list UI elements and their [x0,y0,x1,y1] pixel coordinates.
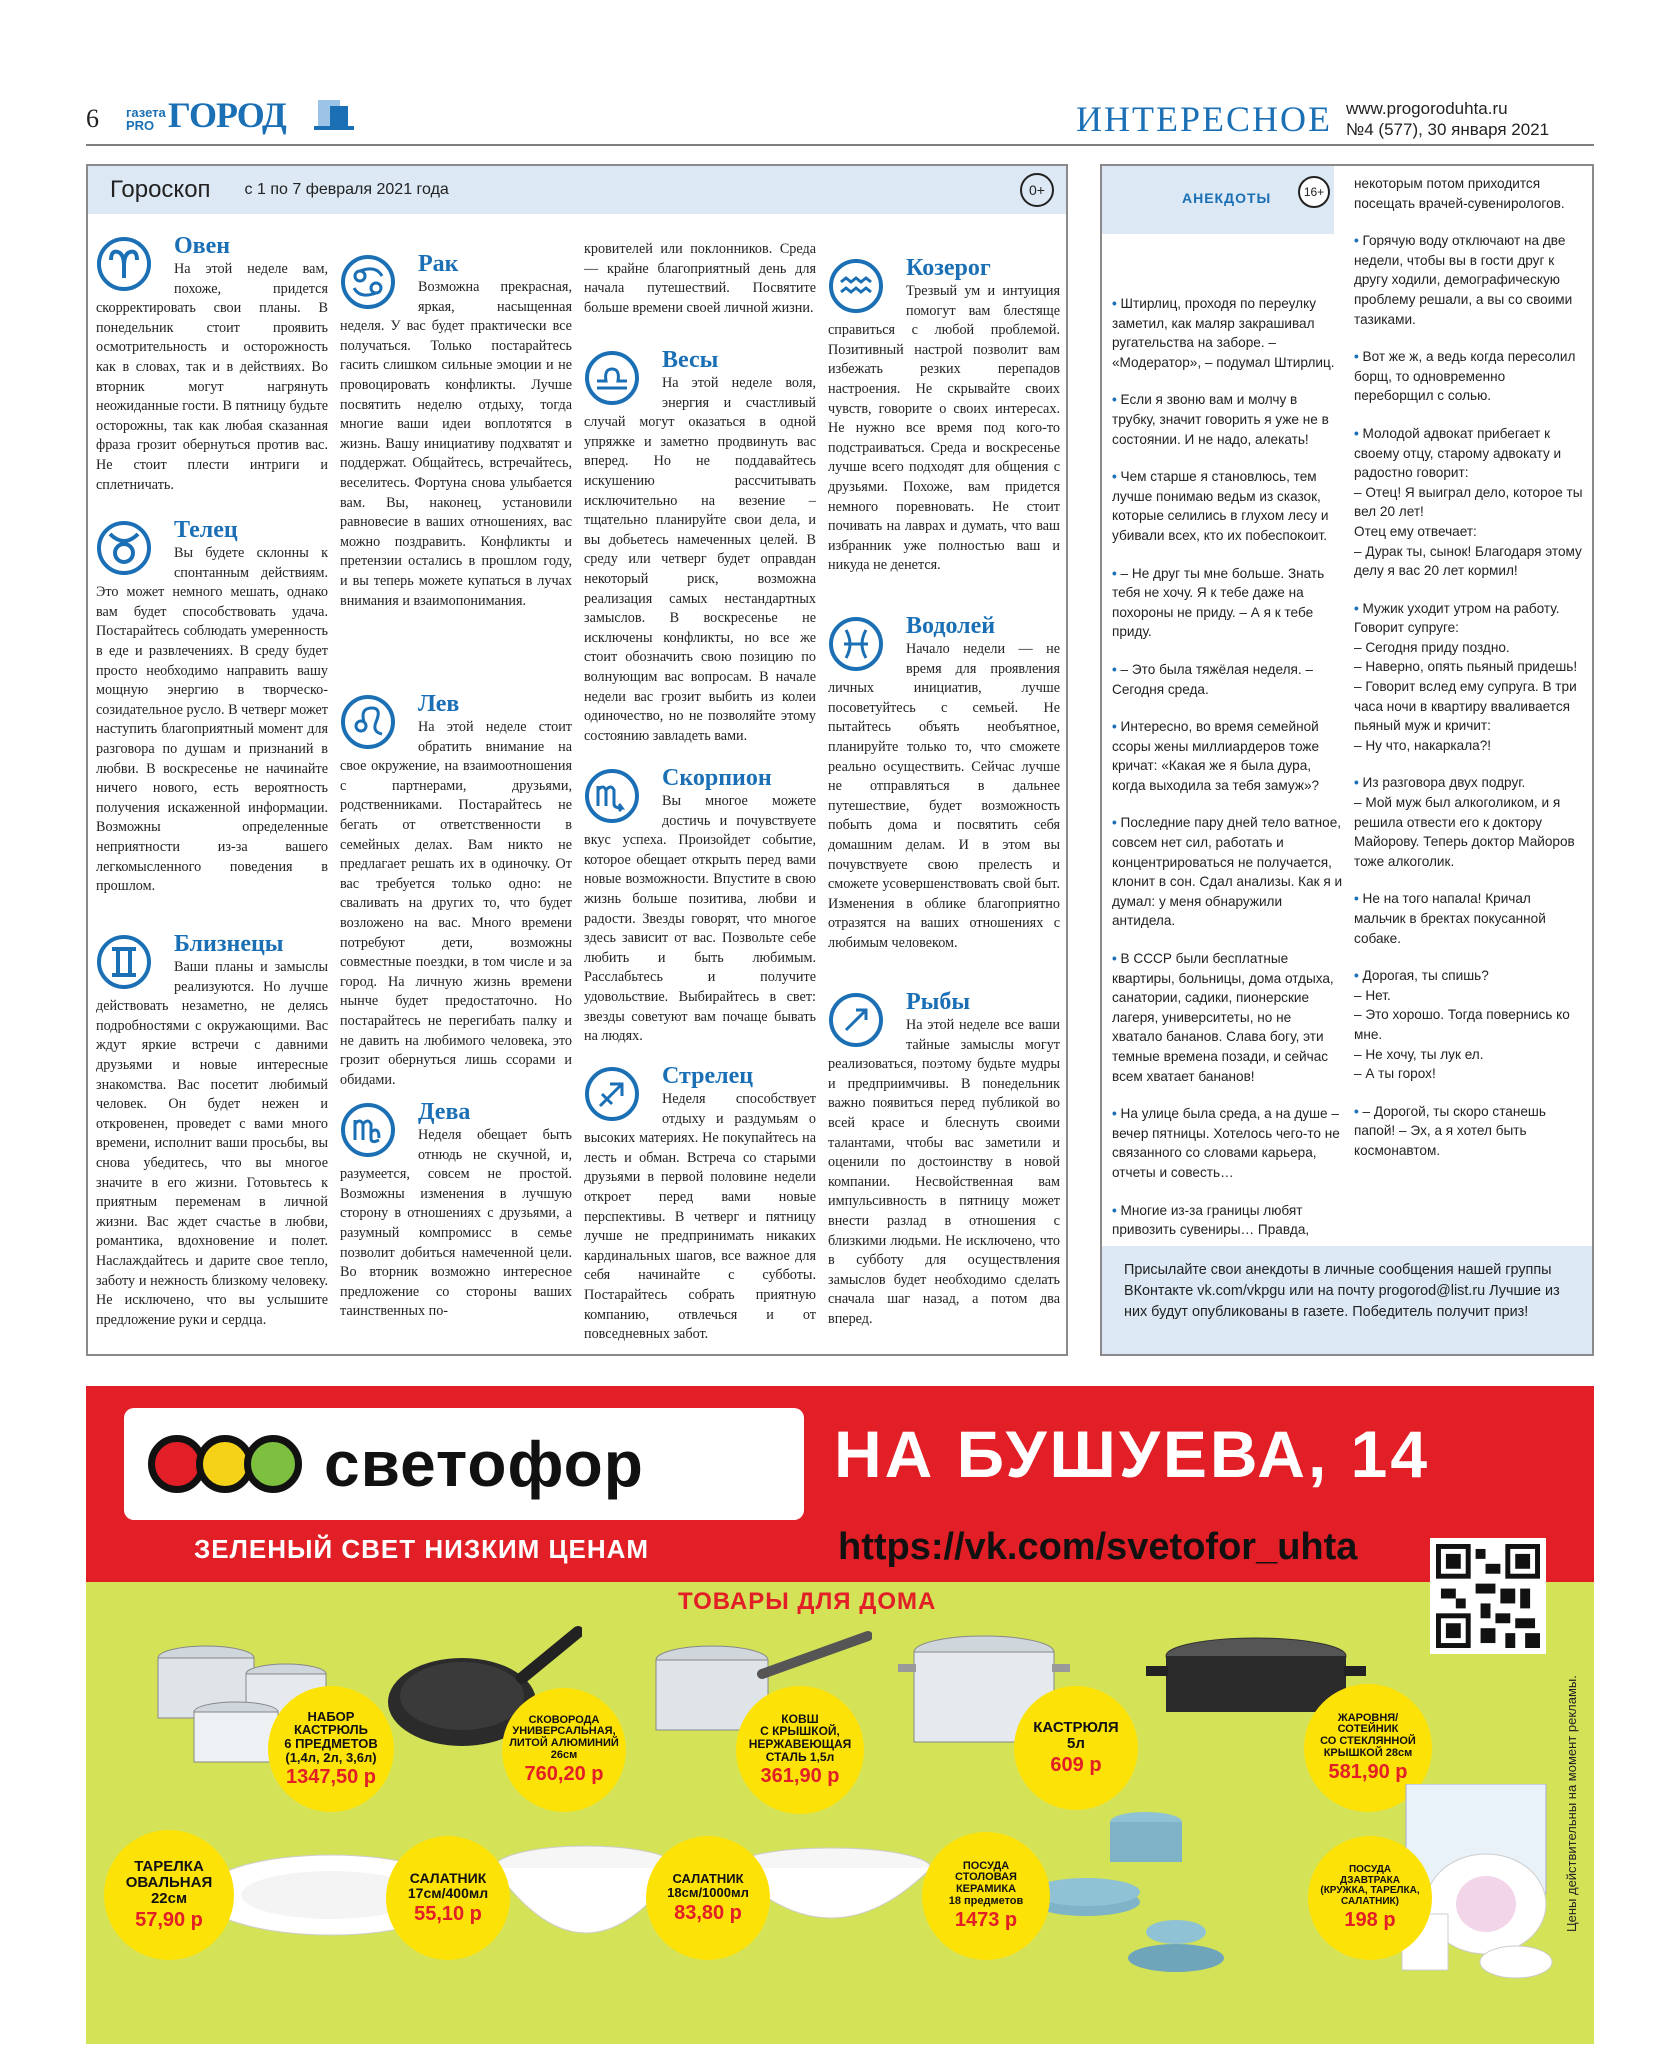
traffic-light-green-icon [244,1435,302,1493]
virgo-continuation: кровителей или поклонников. Среда — крайне благоприятный день для начала путешествий. Посвятите больше времени своей личной жизни. [584,241,816,316]
sign-text: На этой неделе воля, энергия и счастливый случай могут оказаться в одной упряжке и заметно продвинуть вас вперед. Но не поддавайтесь искушению рассчитывать исключительно на везение – тщательно планируйте свои дела, и вы добьетесь намеченных целей. В среду или четверг будет оправдан некоторый риск, возможна реализация самых нестандартных замыслов. В воскресенье не исключены конфликты, но все же стоит обозначить свою позицию по волнующим вас вопросам. В начале недели вас грозит выбить из колеи одиночество, но не позволяйте этому состоянию завладеть вами. [584,375,816,744]
price-badge: КОВШ С КРЫШКОЙ, НЕРЖАВЕЮЩАЯ СТАЛЬ 1,5л 361,90 р [736,1686,864,1814]
sign-name: Близнецы [174,931,284,957]
joke: • Молодой адвокат прибегает к своему отцу, старому адвокату и радостно говорит: – Отец! Я выиграл дело, которое ты вел 20 лет! Отец ему отвечает: – Дурак ты, сынок! Благодаря этому делу я вас 20 лет кормил! [1354,425,1583,579]
sign-text: Возможна прекрасная, яркая, насыщенная неделя. У вас будет практически все получаться. Только постарайтесь гасить слишком сильные эмоции и не провоцировать конфликты. Лучше посвятить неделю отдыху, тогда многие ваши идеи воплотятся в жизнь. Вашу инициативу подхватят и поддержат. Общайтесь, встречайтесь, веселитесь. Фортуна снова улыбается вам. Вы, наконец, установили равновесие в ваших отношениях, вас можно поздравить. Конфликты и претензии остались в прошлом году, и вы теперь можете купаться в лучах внимания и взаимопонимания. [340,279,572,609]
sign-virgo [340,1100,572,1322]
sign-aries [96,234,328,495]
jokes-column-1 [1112,294,1344,1258]
horoscope-title: Гороскоп [110,176,211,203]
sign-text: Неделя обещает быть отнюдь не скучной, и, разумеется, совсем не простой. Возможны изменения в лучшую сторону в отношениях с друзьями, а разумный компромисс в семье позволит добиться намеченной цели. Во вторник возможно интересное предложение со стороны ваших таинственных по- [340,1127,572,1320]
sign-name: Рак [418,251,459,277]
jokes-footer: Присылайте свои анекдоты в личные сообщения нашей группы ВКонтакте vk.com/vkpgu или на почту progorod@list.ru Лучшие из них будут опубликованы в газете. Победитель получит приз! [1102,1246,1592,1354]
joke: • Вот же ж, а ведь когда пересолил борщ, то одновременно переборщил с солью. [1354,349,1576,404]
sign-capricorn [828,256,1060,576]
age-rating-badge: 0+ [1020,173,1054,207]
sign-text: На этой неделе все ваши тайные замыслы могут реализоваться, поэтому будьте мудры и предприимчивы. В понедельник важно появиться перед публикой во всей красе и блеснуть своими талантами, чтобы вас заметили и оценили по достоинству в новой компании. Несвойственная вам импульсивность в пятницу может внести разлад в отношения с близкими людьми. Не исключено, что в субботу для осуществления замыслов будет необходимо сделать сначала шаг назад, а потом два вперед. [828,1017,1060,1327]
joke: • Дорогая, ты спишь? – Нет. – Это хорошо. Тогда повернись ко мне. – Не хочу, ты лук ел. – А ты горох! [1354,968,1570,1082]
price-badge: ТАРЕЛКА ОВАЛЬНАЯ 22см 57,90 р [104,1830,234,1960]
sign-taurus [96,518,328,897]
qr-code-icon[interactable] [1430,1538,1546,1654]
sign-scorpio [584,766,816,1047]
dinnerware-set-image [1026,1782,1226,1982]
joke: • Чем старше я становлюсь, тем лучше понимаю ведьм из сказок, которые селились в глухом лесу и убивали всех, кто их побеспокоит. [1112,469,1329,543]
horoscope-period: с 1 по 7 февраля 2021 года [244,181,449,198]
sign-text: На этой неделе стоит обратить внимание на свое окружение, на взаимоотношения с партнерами, друзьями, родственниками. Постарайтесь не бегать от ответственности в семейных делах. Вам никто не предлагает решать их в одиночку. От вас требуется только одно: не сваливать на других то, что будет возложено на вас. Много времени потребуют дети, возможны совместные поездки, в том числе и за город. На личную жизнь времени нынче будет предостаточно. Но постарайтесь не перегибать палку и не давить на любимого человека, это грозит обернуться лишь ссорами и обидами. [340,719,572,1088]
cancer-icon [340,254,410,310]
sign-text: Неделя способствует отдыху и раздумьям о высоких материях. Не покупайтесь на лесть и обман. Встреча со старыми друзьями в первой половине недели откроет перед вами новые перспективы. В четверг и пятницу лучше не предпринимать никаких кардинальных шагов, все важное для себя начинайте с субботы. Постарайтесь собрать приятную компанию, отвлечься и от повседневных забот. [584,1091,816,1343]
joke: • Многие из-за границы любят привозить сувениры… Правда, [1112,1202,1310,1238]
sign-name: Козерог [906,255,991,281]
aquarius-icon [828,616,898,672]
jokes-title: АНЕКДОТЫ [1182,190,1272,206]
price-badge: ПОСУДА СТОЛОВАЯ КЕРАМИКА 18 предметов 1473 р [922,1832,1050,1960]
ad-url[interactable]: https://vk.com/svetofor_uhta [838,1526,1358,1568]
scorpio-icon [584,768,654,824]
price-badge: НАБОР КАСТРЮЛЬ 6 ПРЕДМЕТОВ (1,4л, 2л, 3,6л) 1347,50 р [268,1686,394,1812]
price-badge: СКОВОРОДА УНИВЕРСАЛЬНАЯ, ЛИТОЙ АЛЮМИНИЙ 26см 760,20 р [502,1688,626,1812]
pisces-icon [828,992,898,1048]
sign-gemini [96,932,328,1330]
price-badge: ПОСУДА ДЗАВТРАКА (КРУЖКА, ТАРЕЛКА, САЛАТНИК) 198 р [1308,1836,1432,1960]
libra-icon [584,350,654,406]
sign-name: Скорпион [662,765,772,791]
newspaper-logo [126,95,286,135]
leo-icon [340,694,410,750]
header-rule [86,144,1594,146]
joke: • Если я звоню вам и молчу в трубку, значит говорить я уже не в состоянии. И не надо, алекать! [1112,392,1329,447]
brand-name: светофор [324,1428,644,1500]
joke: • Интересно, во время семейной ссоры жены миллиардеров тоже кричат: «Какая же я была дура, когда выходила за тебя замуж»? [1112,719,1320,793]
sign-text: Вы будете склонны к спонтанным действиям. Это может немного мешать, однако вам будет способствовать удача. Постарайтесь соблюдать умеренность в еде и развлечениях. В среду будет просто необходимо направить вашу мощную энергию в творческо-созидательное русло. В четверг может наступить благоприятный момент для разговора по душам и признаний в любви. В воскресенье не начинайте ничего нового, есть вероятность получения искаженной информации. Возможны определенные неприятности из-за вашего легкомысленного поведения в прошлом. [96,545,328,895]
city-emblem-icon [310,96,358,136]
taurus-icon [96,520,166,576]
sign-name: Стрелец [662,1063,754,1089]
goods-title: ТОВАРЫ ДЛЯ ДОМА [678,1588,937,1615]
virgo-icon [340,1102,410,1158]
sign-name: Овен [174,233,231,259]
logo-small-text: газета PRO [126,105,166,133]
price-badge: САЛАТНИК 18см/1000мл 83,80 р [646,1836,770,1960]
sign-sagittarius [584,1064,816,1345]
sign-text: Трезвый ум и интуиция помогут вам блестяще справиться с любой проблемой. Позитивный настрой позволит вам избежать резких перепадов настроения. Не скрывайте своих чувств, говорите о своих интересах. Не нужно все время под кого-то подстраиваться. Среда и воскресенье лучше всего подходят для общения с друзьями. Похоже, вам придется немного поревновать. Не стоит почивать на лаврах и думать, что ваш избранник уже полностью ваш и никуда не денется. [828,283,1060,574]
sign-pisces [828,990,1060,1330]
gemini-icon [96,934,166,990]
advertisement [86,1386,1594,2044]
age-rating-badge: 16+ [1298,176,1330,208]
price-badge: ЖАРОВНЯ/ СОТЕЙНИК СО СТЕКЛЯННОЙ КРЫШКОЙ 28см 581,90 р [1304,1684,1432,1812]
sign-leo [340,692,572,1090]
joke: • На улице была среда, а на душе – вечер пятницы. Хотелось чего-то не связанного со словами карьера, отчеты и совесть… [1112,1106,1340,1180]
joke: • Последние пару дней тело ватное, совсем нет сил, работать и концентрироваться не получается, клонит в сон. Сдал анализы. Как я и думал: у меня обнаружили антидела. [1112,815,1343,929]
horoscope-header [88,166,1066,214]
sign-aquarius [828,614,1060,954]
joke: • Штирлиц, проходя по переулку заметил, как маляр закрашивал ругательства на заборе. – «Модератор», – подумал Штирлиц. [1112,296,1335,370]
logo-big-text: ГОРОД [168,95,286,135]
capricorn-icon [828,258,898,314]
aries-icon [96,236,166,292]
joke: • – Не друг ты мне больше. Знать тебя не хочу. Я к тебе даже на похороны не приду. – А я к тебе приду. [1112,565,1325,640]
ad-slogan: ЗЕЛЕНЫЙ СВЕТ НИЗКИМ ЦЕНАМ [194,1534,650,1564]
joke: • Горячую воду отключают на две недели, чтобы вы в гости друг к другу ходили, демографическую проблему решали, а вы со своими тазиками. [1354,233,1573,327]
price-badge: КАСТРЮЛЯ 5л 609 р [1014,1686,1138,1810]
sign-cancer [340,252,572,611]
joke-continuation: некоторым потом приходится посещать врачей-сувенирологов. [1354,176,1565,211]
sagittarius-icon [584,1066,654,1122]
joke: • – Это была тяжёлая неделя. – Сегодня среда. [1112,661,1313,697]
issue-info [1346,98,1549,140]
sign-name: Телец [174,517,238,543]
page-number: 6 [86,104,99,133]
brand-logo [124,1408,804,1520]
sign-text: Ваши планы и замыслы реализуются. Но лучше действовать незаметно, не делясь подробностями с окружающими. Вас ждут яркие встречи с давними друзьями и новые интересные знакомства. Вас посетит любимый человек. Он будет нежен и откровенен, проведет с вами много времени, исполнит ваши просьбы, вы снова убедитесь, что вы многое значите в его жизни. Готовьтесь к приятным переменам в личной жизни. Вас ждет счастье в любви, романтика, вдохновение и полет. Наслаждайтесь и дарите свое тепло, заботу и нежность близкому человеку. Не исключено, что вы услышите предложение руки и сердца. [96,959,328,1328]
sign-libra [584,348,816,746]
sign-name: Рыбы [906,989,971,1015]
section-title: ИНТЕРЕСНОЕ [1076,99,1332,139]
sign-name: Водолей [906,613,996,639]
price-disclaimer: Цены действительны на момент рекламы. [1564,1675,1579,1932]
sign-name: Весы [662,347,719,373]
sign-text: Вы многое можете достичь и почувствуете вкус успеха. Произойдет событие, которое обещает открыть перед вами новые возможности. Впустите в свою жизнь больше позитива, любви и радости. Звезды говорят, что многое здесь зависит от вас. Позвольте себе любить и быть любимым. Расслабьтесь и получите удовольствие. Выбирайтесь в свет: звезды советуют вам почаще бывать на людях. [584,793,816,1045]
sign-name: Лев [418,691,460,717]
joke: • Не на того напала! Кричал мальчик в бректах покусанной собаке. [1354,891,1546,946]
sign-name: Дева [418,1099,471,1125]
joke: • Мужик уходит утром на работу. Говорит супруге: – Сегодня приду поздно. – Наверно, опять пьяный придешь! – Говорит вслед ему супруга. В три часа ночи в квартиру вваливается пьяный муж и кричит: – Ну что, накаркала?! [1354,600,1578,753]
jokes-column-2 [1354,174,1586,1179]
site-url[interactable]: www.progoroduhta.ru [1346,99,1508,118]
sign-text: Начало недели — не время для проявления личных инициатив, лучше посоветуйтесь с семьей. Не пытайтесь объять необъятное, планируйте только то, что сможете реально осуществить. Сейчас лучше не отправляться в дальнее путешествие, будет возможность побыть дома и посвятить себя домашним делам. И в этом вы почувствуете свою прелесть и сможете усовершенствовать свой быт. Изменения в облике благоприятно отразятся на ваших отношениях с любимым человеком. [828,641,1060,951]
price-badge: САЛАТНИК 17см/400мл 55,10 р [386,1836,510,1960]
joke: • В СССР были бесплатные квартиры, больницы, дома отдыха, санатории, садики, пионерские лагеря, университеты, но не хватало бананов. Слава богу, эти темные времена позади, и сейчас всем хватает бананов! [1112,951,1334,1084]
joke: • Из разговора двух подруг. – Мой муж был алкоголиком, и я решила отвести его к доктору Майорову. Теперь доктор Майоров тоже алкоголик. [1354,775,1575,869]
issue-date: №4 (577), 30 января 2021 [1346,120,1550,139]
store-address: НА БУШУЕВА, 14 [834,1417,1431,1491]
sign-text: На этой неделе вам, похоже, придется скорректировать свои планы. В понедельник стоит проявить осмотрительность и осторожность как в словах, так и в действиях. Во вторник могут нагрянуть неожиданные гости. В пятницу будьте осторожны, так как любая сказанная фраза грозит обернуться против вас. Не стоит плести интриги и сплетничать. [96,261,328,493]
joke: • – Дорогой, ты скоро станешь папой! – Эх, а я хотел быть космонавтом. [1354,1103,1546,1158]
